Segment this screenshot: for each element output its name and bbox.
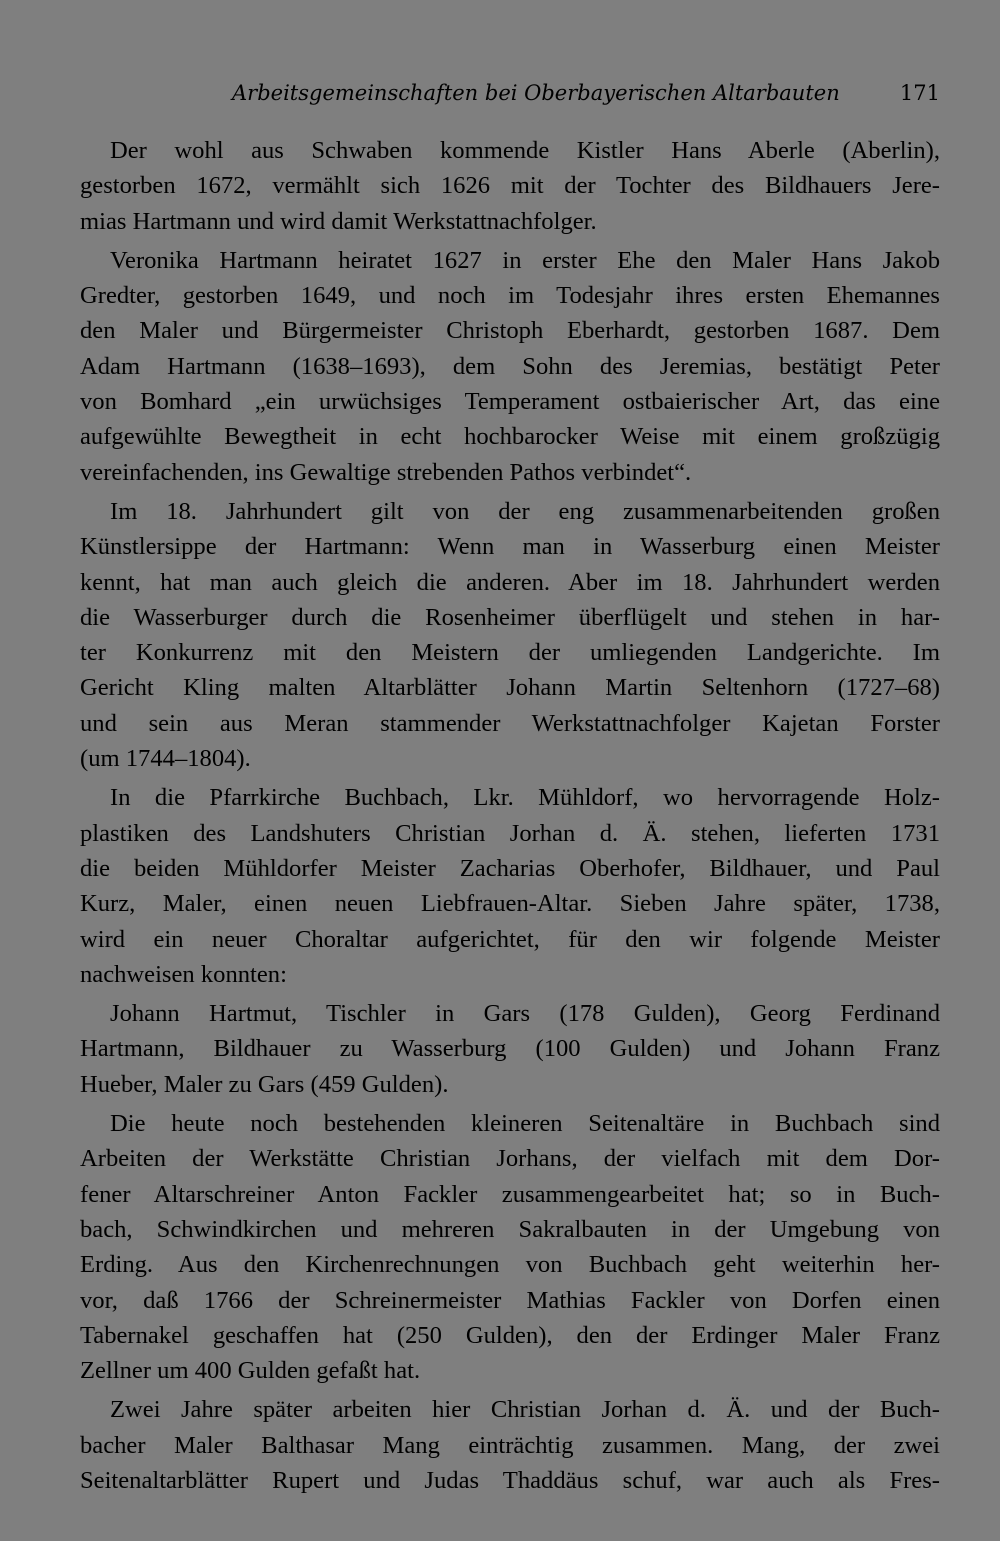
paragraph — [80, 133, 940, 239]
text-line: Hueber, Maler zu Gars (459 Gulden). — [80, 1070, 449, 1098]
text-line: und sein aus Meran stammender Werkstattnachfolger Kajetan Forster — [80, 709, 940, 737]
text-line: bacher Maler Balthasar Mang einträchtig zusammen. Mang, der zwei — [80, 1431, 940, 1459]
text-line: vor, daß 1766 der Schreinermeister Mathias Fackler von Dorfen einen — [80, 1286, 940, 1314]
paragraph — [80, 780, 940, 992]
text-line: Veronika Hartmann heiratet 1627 in erster Ehe den Maler Hans Jakob — [110, 246, 940, 274]
text-line: wird ein neuer Choraltar aufgerichtet, für den wir folgende Meister — [80, 925, 940, 953]
running-title: Arbeitsgemeinschaften bei Oberbayerischen Altarbauten — [232, 81, 840, 105]
text-line: vereinfachenden, ins Gewaltige strebenden Pathos verbindet“. — [80, 458, 692, 486]
text-line: den Maler und Bürgermeister Christoph Eberhardt, gestorben 1687. Dem — [80, 317, 940, 345]
text-line: plastiken des Landshuters Christian Jorhan d. Ä. stehen, lieferten 1731 — [80, 819, 940, 847]
page-number: 171 — [899, 81, 940, 105]
text-line: Seitenaltarblätter Rupert und Judas Thaddäus schuf, war auch als Fres- — [80, 1466, 940, 1494]
text-line: Erding. Aus den Kirchenrechnungen von Buchbach geht weiterhin her- — [80, 1251, 940, 1279]
text-line: ter Konkurrenz mit den Meistern der umliegenden Landgerichte. Im — [80, 639, 940, 667]
text-line: die Wasserburger durch die Rosenheimer überflügelt und stehen in har- — [80, 603, 940, 631]
text-line: Tabernakel geschaffen hat (250 Gulden), den der Erdinger Maler Franz — [80, 1321, 940, 1349]
text-line: Künstlersippe der Hartmann: Wenn man in Wasserburg einen Meister — [80, 533, 940, 561]
text-line: aufgewühlte Bewegtheit in echt hochbarocker Weise mit einem großzügig — [80, 423, 940, 451]
paragraph — [80, 243, 940, 490]
running-head — [80, 76, 940, 110]
text-line: bach, Schwindkirchen und mehreren Sakralbauten in der Umgebung von — [80, 1215, 940, 1243]
text-line: Im 18. Jahrhundert gilt von der eng zusammenarbeitenden großen — [110, 497, 940, 525]
text-line: nachweisen konnten: — [80, 960, 287, 988]
text-line: Der wohl aus Schwaben kommende Kistler Hans Aberle (Aberlin), — [110, 137, 940, 164]
text-line: Zwei Jahre später arbeiten hier Christian Jorhan d. Ä. und der Buch- — [110, 1396, 940, 1424]
text-line: Die heute noch bestehenden kleineren Seitenaltäre in Buchbach sind — [110, 1110, 940, 1138]
paragraph — [80, 1106, 940, 1388]
text-line: die beiden Mühldorfer Meister Zacharias Oberhofer, Bildhauer, und Paul — [80, 854, 940, 882]
text-line: Johann Hartmut, Tischler in Gars (178 Gulden), Georg Ferdinand — [110, 1000, 940, 1028]
paragraph — [80, 996, 940, 1102]
text-line: Gredter, gestorben 1649, und noch im Todesjahr ihres ersten Ehemannes — [80, 282, 940, 310]
body-text — [80, 133, 940, 1502]
text-line: fener Altarschreiner Anton Fackler zusammengearbeitet hat; so in Buch- — [80, 1180, 940, 1208]
text-line: Adam Hartmann (1638–1693), dem Sohn des Jeremias, bestätigt Peter — [80, 352, 940, 380]
text-line: mias Hartmann und wird damit Werkstattnachfolger. — [80, 207, 597, 235]
text-line: Arbeiten der Werkstätte Christian Jorhans, der vielfach mit dem Dor- — [80, 1145, 940, 1173]
text-line: In die Pfarrkirche Buchbach, Lkr. Mühldorf, wo hervorragende Holz- — [110, 784, 940, 812]
text-line: von Bomhard „ein urwüchsiges Temperament ostbaierischer Art, das eine — [80, 388, 940, 416]
text-line: (um 1744–1804). — [80, 745, 251, 773]
text-line: gestorben 1672, vermählt sich 1626 mit der Tochter des Bildhauers Jere- — [80, 172, 940, 200]
text-line: Kurz, Maler, einen neuen Liebfrauen-Altar. Sieben Jahre später, 1738, — [80, 890, 940, 918]
text-line: Hartmann, Bildhauer zu Wasserburg (100 Gulden) und Johann Franz — [80, 1035, 940, 1063]
paragraph — [80, 494, 940, 776]
text-line: Gericht Kling malten Altarblätter Johann Martin Seltenhorn (1727–68) — [80, 674, 940, 702]
text-line: Zellner um 400 Gulden gefaßt hat. — [80, 1357, 421, 1385]
paragraph — [80, 1392, 940, 1498]
text-line: kennt, hat man auch gleich die anderen. Aber im 18. Jahrhundert werden — [80, 568, 940, 596]
